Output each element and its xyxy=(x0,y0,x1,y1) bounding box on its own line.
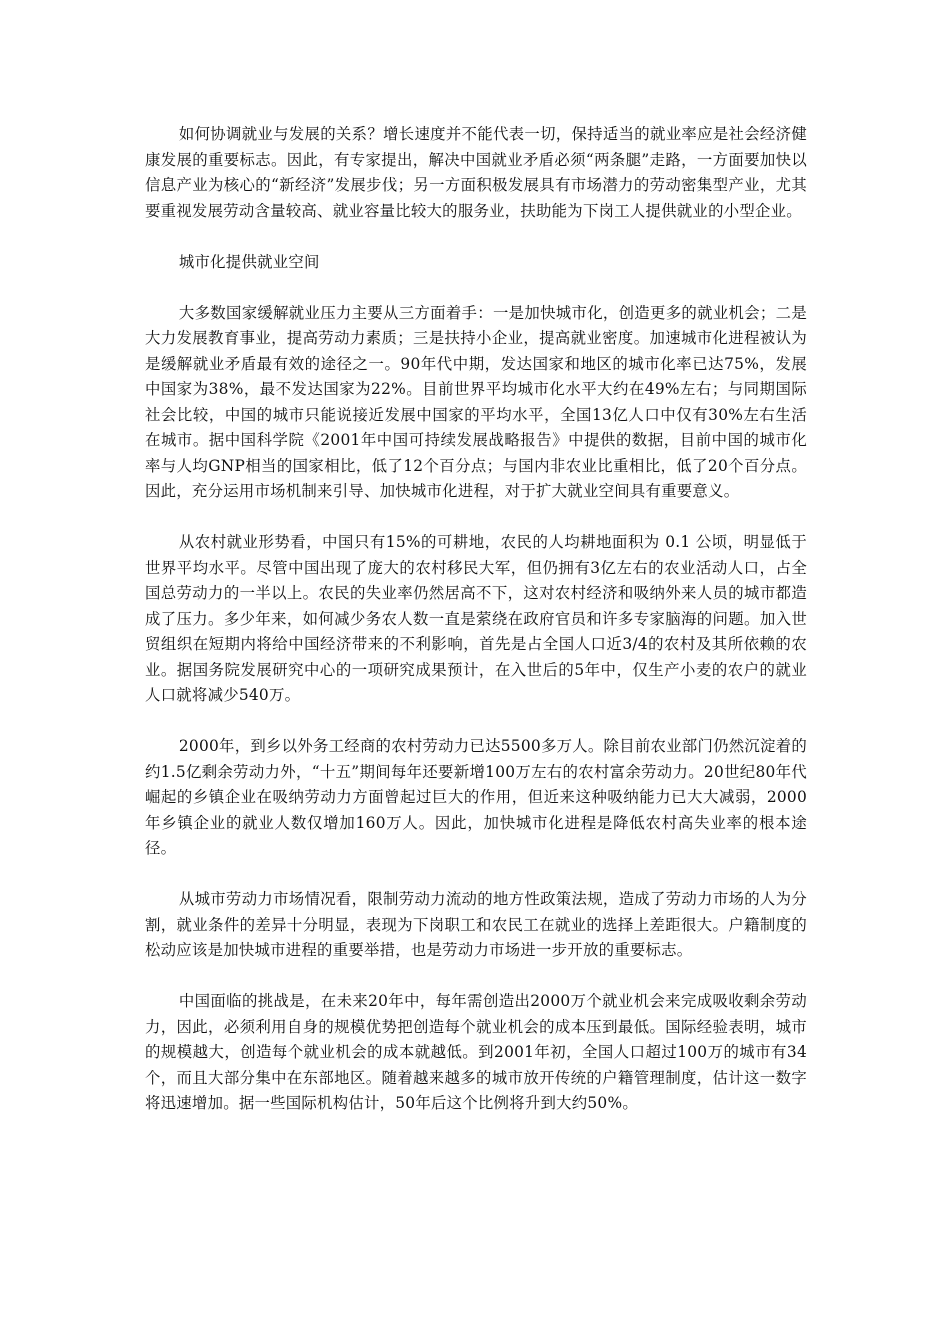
body-paragraph-urban-labor-market: 从城市劳动力市场情况看，限制劳动力流动的地方性政策法规，造成了劳动力市场的人为分割，就业条件的差异十分明显，表现为下岗职工和农民工在就业的选择上差距很大。户籍制度的松动应该是加快城市进程的重要举措，也是劳动力市场进一步开放的重要标志。 xyxy=(145,890,807,959)
document-page xyxy=(145,122,807,1142)
body-paragraph-challenge: 中国面临的挑战是，在未来20年中，每年需创造出2000万个就业机会来完成吸收剩余劳动力，因此，必须利用自身的规模优势把创造每个就业机会的成本压到最低。国际经验表明，城市的规模越大，创造每个就业机会的成本就越低。到2001年初，全国人口超过100万的城市有34个，而且大部分集中在东部地区。随着越来越多的城市放开传统的户籍管理制度，估计这一数字将迅速增加。据一些国际机构估计，50年后这个比例将升到大约50%。 xyxy=(145,992,807,1112)
body-paragraph-rural-employment: 从农村就业形势看，中国只有15%的可耕地，农民的人均耕地面积为 0.1 公顷，明显低于世界平均水平。尽管中国出现了庞大的农村移民大军，但仍拥有3亿左右的农业活动人口，占全国总劳动力的一半以上。农民的失业率仍然居高不下，这对农村经济和吸纳外来人员的城市都造成了压力。多少年来，如何减少务农人数一直是萦绕在政府官员和许多专家脑海的问题。加入世贸组织在短期内将给中国经济带来的不利影响，首先是占全国人口近3/4的农村及其所依赖的农业。据国务院发展研究中心的一项研究成果预计，在入世后的5年中，仅生产小麦的农户的就业人口就将减少540万。 xyxy=(145,533,807,704)
body-paragraph-rural-labor-2000: 2000年，到乡以外务工经商的农村劳动力已达5500多万人。除目前农业部门仍然沉淀着的约1.5亿剩余劳动力外，“十五”期间每年还要新增100万左右的农村富余劳动力。20世纪80年代崛起的乡镇企业在吸纳劳动力方面曾起过巨大的作用，但近来这种吸纳能力已大大减弱，2000年乡镇企业的就业人数仅增加160万人。因此，加快城市化进程是降低农村高失业率的根本途径。 xyxy=(145,737,807,857)
body-paragraph-urbanization: 大多数国家缓解就业压力主要从三方面着手：一是加快城市化，创造更多的就业机会；二是大力发展教育事业，提高劳动力素质；三是扶持小企业，提高就业密度。加速城市化进程被认为是缓解就业矛盾最有效的途径之一。90年代中期，发达国家和地区的城市化率已达75%，发展中国家为38%，最不发达国家为22%。目前世界平均城市化水平大约在49%左右；与同期国际社会比较，中国的城市只能说接近发展中国家的平均水平，全国13亿人口中仅有30%左右生活在城市。据中国科学院《2001年中国可持续发展战略报告》中提供的数据，目前中国的城市化率与人均GNP相当的国家相比，低了12个百分点；与国内非农业比重相比，低了20个百分点。因此，充分运用市场机制来引导、加快城市化进程，对于扩大就业空间具有重要意义。 xyxy=(145,303,807,500)
section-heading: 城市化提供就业空间 xyxy=(178,252,320,271)
intro-paragraph: 如何协调就业与发展的关系？增长速度并不能代表一切，保持适当的就业率应是社会经济健康发展的重要标志。因此，有专家提出，解决中国就业矛盾必须“两条腿”走路，一方面要加快以信息产业为核心的“新经济”发展步伐；另一方面积极发展具有市场潜力的劳动密集型产业，尤其要重视发展劳动含量较高、就业容量比较大的服务业，扶助能为下岗工人提供就业的小型企业。 xyxy=(145,125,807,220)
